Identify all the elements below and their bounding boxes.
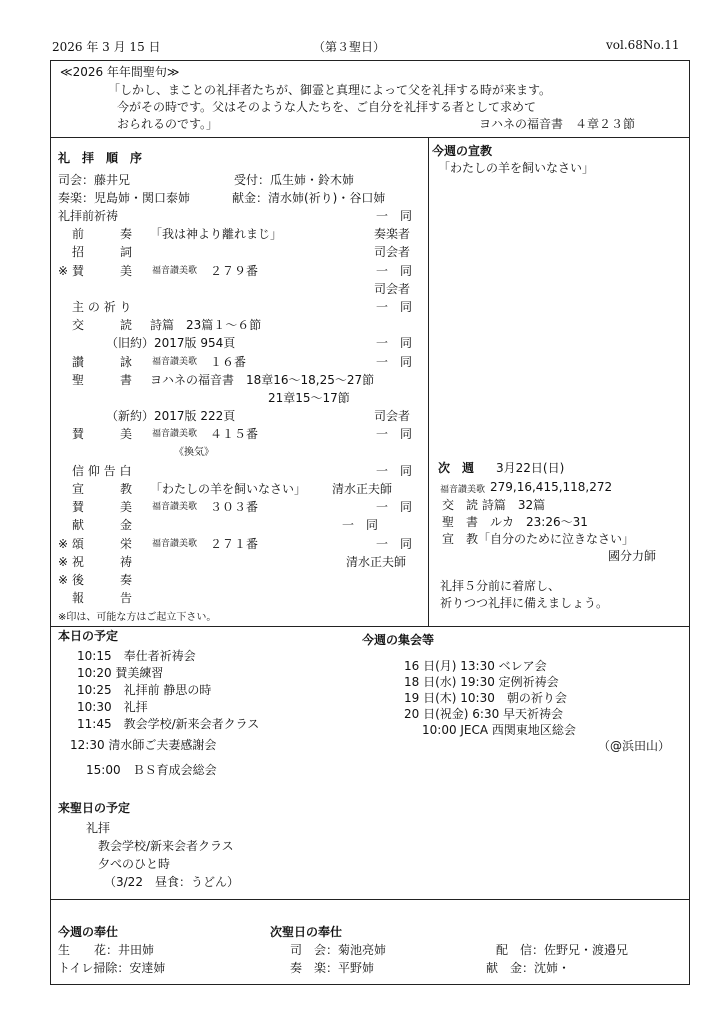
divider-schedule [50, 626, 690, 627]
next-sunday-item: （3/22 昼食：うどん） [104, 875, 239, 889]
sermon-title: 今週の宣教 [432, 144, 493, 158]
today-item: 10:20 賛美練習 [77, 666, 164, 680]
next-week-scripture: 聖 書 ルカ 23:26～31 [442, 515, 588, 529]
order-row [0, 226, 428, 242]
sunday-label: （第３聖日） [313, 40, 386, 54]
today-item: 11:45 教会学校/新来会者クラス [77, 717, 260, 731]
divider-column [428, 137, 429, 626]
hymnal-name: 福音讃美歌 [152, 429, 198, 440]
order-list [0, 0, 428, 626]
service-streaming: 配 信：佐野兄・渡邉兄 [496, 943, 629, 957]
order-item: 報 告 [72, 591, 133, 606]
today-item: 10:30 礼拝 [77, 700, 148, 714]
verse-reference: ヨハネの福音書 ４章２３節 [479, 117, 636, 131]
bulletin-date: 2026 年 3 月 15 日 [52, 40, 161, 54]
arrival-note-1: 礼拝５分前に着席し、 [440, 579, 561, 593]
order-row [0, 499, 428, 515]
staff-organist: 奏楽：児島姉・関口泰姉 [58, 191, 191, 205]
next-sunday-title: 来聖日の予定 [58, 801, 131, 815]
next-week-date: 3月22日(日) [496, 461, 565, 475]
order-responsible: 奏楽者 [374, 227, 411, 242]
order-responsible: 司会者 [374, 281, 411, 296]
next-week-preacher: 國分力師 [608, 549, 657, 563]
order-description: （旧約）2017版 954頁 [106, 336, 236, 351]
standing-mark: ※ [58, 554, 69, 569]
order-description: ４１５番 [210, 427, 259, 442]
hymnal-name: 福音讃美歌 [152, 356, 198, 367]
order-row [0, 208, 428, 224]
order-item: 信 仰 告 白 [72, 463, 132, 478]
order-responsible: 一 同 [376, 536, 413, 551]
service-organist: 奏 楽：平野姉 [290, 961, 375, 975]
standing-mark: ※ [58, 263, 69, 278]
order-responsible: 一 同 [376, 500, 413, 515]
order-item: 讃 詠 [72, 354, 133, 369]
staff-presider: 司会：藤井兄 [58, 173, 131, 187]
verse-title: ≪2026 年年間聖句≫ [60, 65, 180, 79]
order-row [0, 354, 428, 370]
order-responsible: 一 同 [376, 354, 413, 369]
service-flowers: 生 花：井田姉 [58, 943, 155, 957]
order-item: 賛 美 [72, 500, 133, 515]
order-title: 礼 拝 順 序 [58, 151, 143, 165]
order-item: 賛 美 [72, 427, 133, 442]
next-sunday-item: 礼拝 [86, 821, 111, 835]
order-row [0, 536, 428, 552]
order-description: 「我は神より離れまじ」 [150, 227, 283, 242]
order-row [0, 299, 428, 315]
order-row [0, 463, 428, 479]
order-row [0, 481, 428, 497]
order-responsible: 一 同 [376, 427, 413, 442]
standing-mark: ※ [58, 573, 69, 587]
order-row [0, 317, 428, 333]
order-description: ２７１番 [210, 536, 259, 551]
service-toilet: トイレ掃除：安達姉 [58, 961, 166, 975]
order-description: １６番 [210, 354, 247, 369]
order-item: 聖 書 [72, 372, 133, 387]
order-responsible: 一 同 [376, 300, 413, 314]
divider-service [50, 899, 690, 900]
order-responsible: 一 同 [376, 209, 413, 223]
standing-mark: ※ [58, 536, 69, 551]
next-week-reading: 交 読 詩篇 32篇 [442, 498, 546, 512]
meeting-item: 16 日(月) 13:30 ベレア会 [404, 659, 547, 673]
order-responsible: 一 同 [342, 518, 379, 533]
order-row [0, 517, 428, 533]
order-row [0, 408, 428, 424]
order-responsible: 清水正夫師 [332, 482, 393, 496]
today-item: 12:30 清水師ご夫妻感謝会 [70, 738, 217, 752]
order-item: 主 の 祈 り [72, 300, 132, 314]
hymnal-name: 福音讃美歌 [152, 502, 198, 513]
order-item: 礼拝前祈祷 [58, 209, 119, 223]
order-description: ヨハネの福音書 18章16～18,25～27節 [150, 372, 375, 387]
order-description: （新約）2017版 222頁 [106, 409, 236, 424]
order-row [0, 281, 428, 297]
next-week-label: 次 週 [438, 461, 475, 475]
order-row [0, 335, 428, 351]
order-row [0, 372, 428, 388]
arrival-note-2: 祈りつつ礼拝に備えましょう。 [440, 596, 609, 610]
order-row [0, 445, 428, 461]
next-sunday-item: 教会学校/新来会者クラス [98, 839, 234, 853]
order-responsible: 司会者 [374, 409, 411, 424]
order-description: ３０３番 [210, 500, 259, 515]
order-responsible: 一 同 [376, 336, 413, 351]
today-item: 15:00 ＢＳ育成会総会 [86, 763, 217, 777]
service-offering: 献 金：沈姉・ [486, 961, 571, 975]
next-week-sermon: 宣 教「自分のために泣きなさい」 [442, 532, 635, 546]
today-title: 本日の予定 [58, 629, 119, 643]
order-description: 《換気》 [174, 446, 214, 458]
order-row [0, 590, 428, 606]
order-description: 「わたしの羊を飼いなさい」 [150, 482, 307, 496]
meeting-place: （@浜田山） [598, 739, 671, 753]
staff-offering: 献金：清水姉(祈り)・谷口姉 [232, 191, 386, 205]
volume-number: vol.68No.11 [606, 38, 680, 52]
service-presider: 司 会：菊池亮姉 [290, 943, 387, 957]
order-responsible: 司会者 [374, 245, 411, 260]
sermon-text: 「わたしの羊を飼いなさい」 [438, 161, 595, 175]
order-responsible: 一 同 [376, 463, 413, 478]
meeting-item: 20 日(祝金) 6:30 早天祈祷会 [404, 707, 564, 721]
next-sunday-item: 夕べのひと時 [98, 857, 171, 871]
order-item: 賛 美 [72, 263, 133, 278]
order-row [0, 390, 428, 406]
this-week-service-title: 今週の奉仕 [58, 925, 119, 939]
verse-line-2: 今がその時です。父はそのような人たちを、ご自分を礼拝する者として求めて [117, 100, 537, 114]
meeting-item: 19 日(木) 10:30 朝の祈り会 [404, 691, 567, 705]
today-item: 10:25 礼拝前 静思の時 [77, 683, 212, 697]
order-item: 祝 祷 [72, 554, 133, 569]
order-responsible: 清水正夫師 [346, 554, 407, 569]
verse-line-1: 「しかし、まことの礼拝者たちが、御霊と真理によって父を礼拝する時が来ます。 [108, 83, 552, 97]
order-row [0, 554, 428, 570]
today-item: 10:15 奉仕者祈祷会 [77, 649, 196, 663]
order-item: 後 奏 [72, 573, 133, 587]
verse-line-3: おられるのです。」 [117, 117, 219, 131]
order-item: 交 読 [72, 318, 133, 333]
meeting-item: 10:00 JECA 西関東地区総会 [422, 723, 576, 737]
standing-note: ※印は、可能な方はご起立下さい。 [58, 612, 217, 623]
hymnal-name: 福音讃美歌 [152, 265, 198, 276]
order-row [0, 426, 428, 442]
meeting-item: 18 日(水) 19:30 定例祈祷会 [404, 675, 559, 689]
next-week-hymn-label: 福音讃美歌 [440, 485, 486, 495]
order-description: ２７９番 [210, 263, 259, 278]
order-item: 招 詞 [72, 245, 133, 260]
order-item: 前 奏 [72, 227, 133, 242]
order-row [0, 263, 428, 279]
order-row [0, 572, 428, 588]
order-description: 21章15～17節 [268, 391, 350, 405]
order-responsible: 一 同 [376, 263, 413, 278]
order-row [0, 244, 428, 260]
order-item: 宣 教 [72, 482, 133, 496]
meetings-title: 今週の集会等 [362, 633, 435, 647]
next-service-title: 次聖日の奉仕 [270, 925, 343, 939]
hymnal-name: 福音讃美歌 [152, 538, 198, 549]
order-description: 詩篇 23篇１～６節 [150, 318, 262, 333]
order-item: 頌 栄 [72, 536, 133, 551]
next-week-hymns: 279,16,415,118,272 [490, 480, 613, 494]
order-item: 献 金 [72, 518, 133, 533]
staff-reception: 受付：瓜生姉・鈴木姉 [234, 173, 355, 187]
